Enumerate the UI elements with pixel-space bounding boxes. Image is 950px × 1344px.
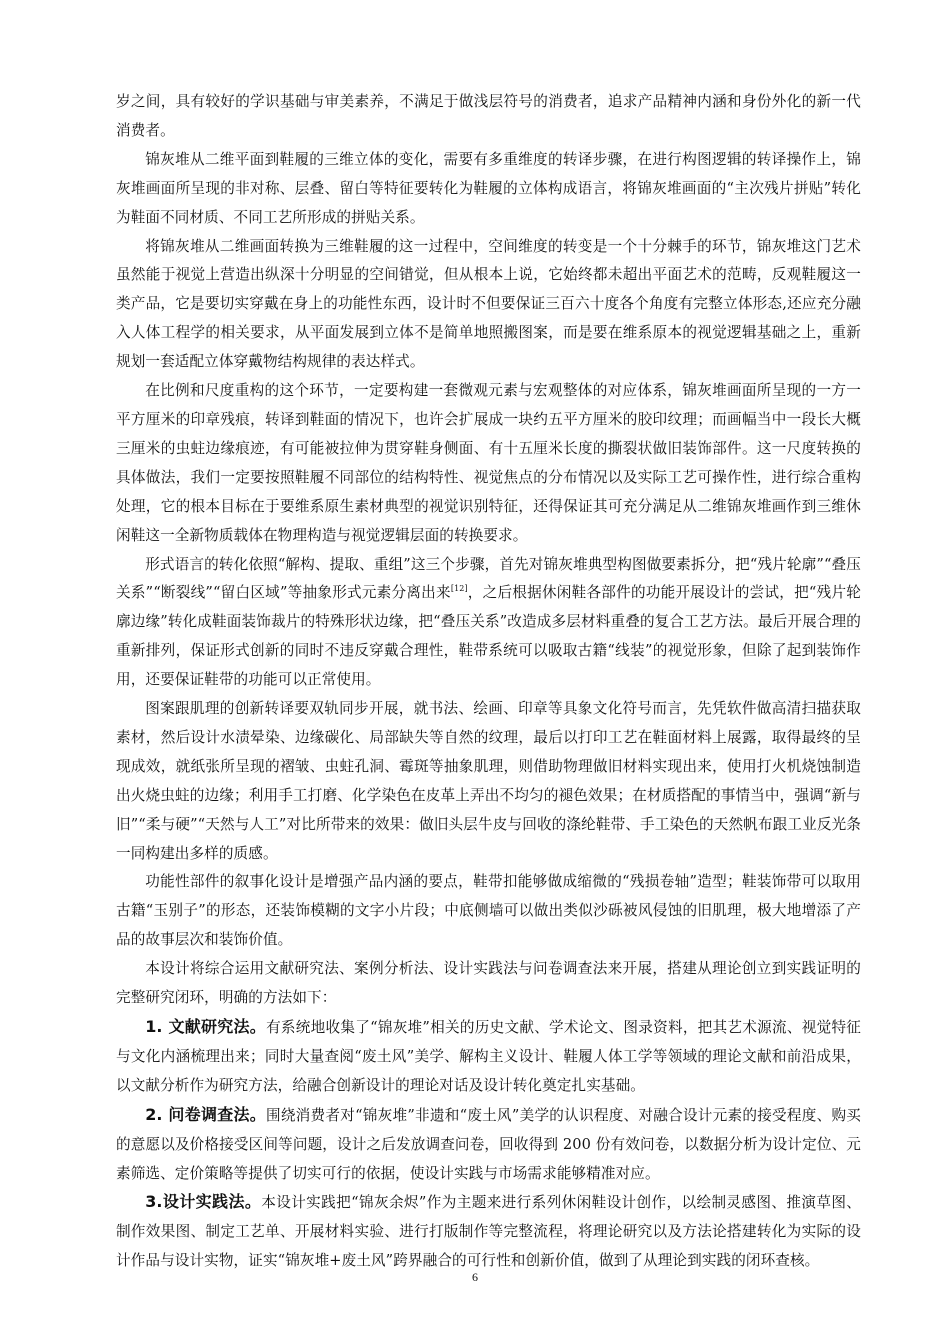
body-text <box>116 88 861 1276</box>
paragraph-pattern-texture: 图案跟肌理的创新转译要双轨同步开展，就书法、绘画、印章等具象文化符号而言，先凭软件做高清扫描获取素材，然后设计水渍晕染、边缘碳化、局部缺失等自然的纹理，最后以打印工艺在鞋面材料上展露，取得最终的呈现成效，就纸张所呈现的褶皱、虫蛀孔洞、霉斑等抽象肌理，则借助物理做旧材料实现出来，使用打火机烧蚀制造出火烧虫蛀的边缘；利用手工打磨、化学染色在皮革上弄出不均匀的褪色效果；在材质搭配的事情当中，强调“新与旧”“柔与硬”“天然与人工”对比所带来的效果：做旧头层牛皮与回收的涤纶鞋带、手工染色的天然帆布跟工业反光条一同构建出多样的质感。 <box>116 700 861 862</box>
method-text: 有系统地收集了“锦灰堆”相关的历史文献、学术论文、图录资料，把其艺术源流、视觉特征与文化内涵梳理出来；同时大量查阅“废土风”美学、解构主义设计、鞋履人体工学等领域的理论文献和前沿成果，以文献分析作为研究方法，给融合创新设计的理论对话及设计转化奠定扎实基础。 <box>116 1019 861 1094</box>
method-title: 3.设计实践法。 <box>145 1192 262 1212</box>
method-text: 本设计实践把“锦灰余烬”作为主题来进行系列休闲鞋设计创作，以绘制灵感图、推演草图、制作效果图、制定工艺单、开展材料实验、进行打版制作等完整流程，将理论研究以及方法论搭建转化为实际的设计作品与设计实物，证实“锦灰堆+废土风”跨界融合的可行性和创新价值，做到了从理论到实践的闭环查核。 <box>116 1194 861 1270</box>
paragraph-methods-intro: 本设计将综合运用文献研究法、案例分析法、设计实践法与问卷调查法来开展，搭建从理论创立到实践证明的完整研究闭环，明确的方法如下： <box>116 960 861 1007</box>
method-title: 1. 文献研究法。 <box>145 1017 267 1036</box>
citation-ref: [12] <box>450 584 468 594</box>
paragraph-continued: 岁之间，具有较好的学识基础与审美素养，不满足于做浅层符号的消费者，追求产品精神内涵和身份外化的新一代消费者。 <box>116 93 861 139</box>
page-number: 6 <box>472 1270 478 1284</box>
method-text: 围绕消费者对“锦灰堆”非遗和“废土风”美学的认识程度、对融合设计元素的接受程度、购买的意愿以及价格接受区间等问题，设计之后发放调查问卷，回收得到 200 份有效问卷，以数据分析为设计定位、元素筛选、定价策略等提供了切实可行的依据，使设计实践与市场需求能够精准对应。 <box>116 1106 861 1182</box>
method-title: 2. 问卷调查法。 <box>145 1104 266 1124</box>
paragraph-form-language <box>116 551 861 696</box>
method-questionnaire <box>116 1101 861 1189</box>
paragraph-functional-parts: 功能性部件的叙事化设计是增强产品内涵的要点，鞋带扣能够做成缩微的“残损卷轴”造型；鞋装饰带可以取用古籍“玉别子”的形态，还装饰模糊的文字小片段；中底侧墙可以做出类似沙砾被风侵蚀的旧肌理，极大地增添了产品的故事层次和装饰价值。 <box>116 873 861 949</box>
method-literature-research <box>116 1013 861 1101</box>
paragraph-scale-reconstruction: 在比例和尺度重构的这个环节，一定要构建一套微观元素与宏观整体的对应体系，锦灰堆画面所呈现的一方一平方厘米的印章残痕，转译到鞋面的情况下，也许会扩展成一块约五平方厘米的胶印纹理；而画幅当中一段长大概三厘米的虫蛀边缘痕迹，有可能被拉伸为贯穿鞋身侧面、有十五厘米长度的撕裂状做旧装饰部件。这一尺度转换的具体做法，我们一定要按照鞋履不同部位的结构特性、视觉焦点的分布情况以及实际工艺可操作性，进行综合重构处理，它的根本目标在于要维系原生素材典型的视觉识别特征，还得保证其可充分满足从二维锦灰堆画作到三维休闲鞋这一全新物质载体在物理构造与视觉逻辑层面的转换要求。 <box>116 382 861 544</box>
method-design-practice <box>116 1188 861 1276</box>
form-language-text-a: 形式语言的转化依照“解构、提取、重组”这三个步骤，首先对锦灰堆典型构图做要素拆分，把“残片轮廓”“叠压关系”“断裂线”“留白区域”等抽象形式元素分离出来 <box>116 555 861 602</box>
form-language-text-b: ，之后根据休闲鞋各部件的功能开展设计的尝试，把“残片轮廓边缘”转化成鞋面装饰裁片的特殊形状边缘，把“叠压关系”改造成多层材料重叠的复合工艺方法。最后开展合理的重新排列，保证形式创新的同时不违反穿戴合理性，鞋带系统可以吸取古籍“线装”的视觉形象，但除了起到装饰作用，还要保证鞋带的功能可以正常使用。 <box>116 584 861 689</box>
paragraph-translation-steps: 锦灰堆从二维平面到鞋履的三维立体的变化，需要有多重维度的转译步骤，在进行构图逻辑的转译操作上，锦灰堆画面所呈现的非对称、层叠、留白等特征要转化为鞋履的立体构成语言，将锦灰堆画面的“主次残片拼贴”转化为鞋面不同材质、不同工艺所形成的拼贴关系。 <box>116 150 861 226</box>
paragraph-spatial-dimension: 将锦灰堆从二维画面转换为三维鞋履的这一过程中，空间维度的转变是一个十分棘手的环节，锦灰堆这门艺术虽然能于视觉上营造出纵深十分明显的空间错觉，但从根本上说，它始终都未超出平面艺术的范畴，反观鞋履这一类产品，它是要切实穿戴在身上的功能性东西，设计时不但要保证三百六十度各个角度有完整立体形态,还应充分融入人体工程学的相关要求，从平面发展到立体不是简单地照搬图案，而是要在维系原本的视觉逻辑基础之上，重新规划一套适配立体穿戴物结构规律的表达样式。 <box>116 237 861 371</box>
